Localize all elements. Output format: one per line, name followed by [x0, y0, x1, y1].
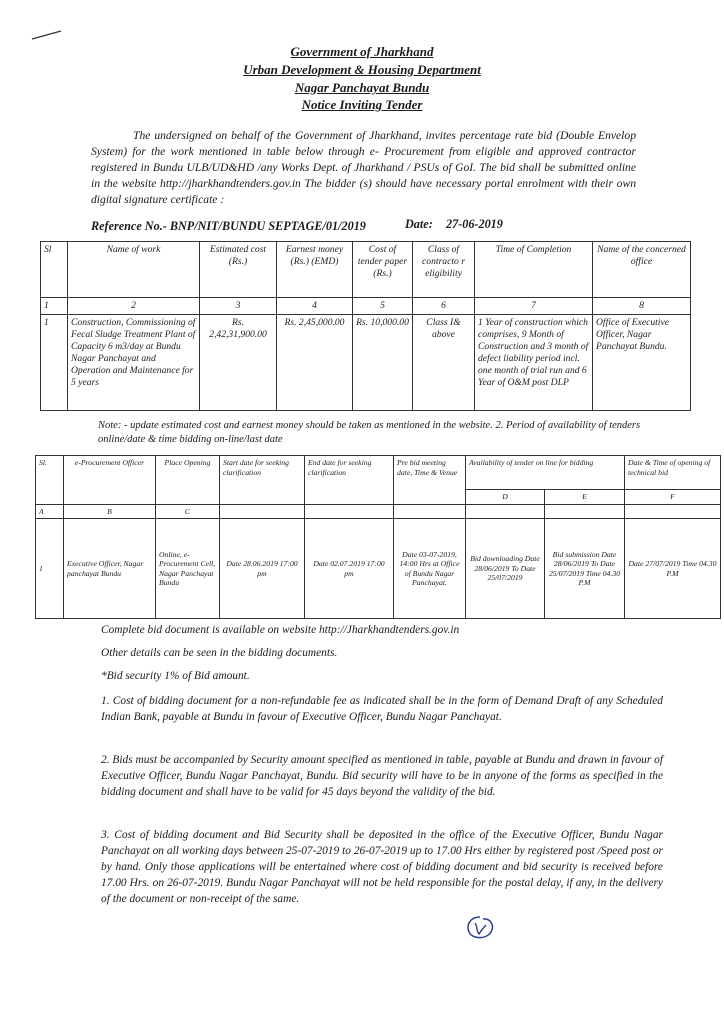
bid-security-line: *Bid security 1% of Bid amount. — [101, 670, 250, 682]
row-estimated-cost: Rs. 2,42,31,900.00 — [200, 315, 277, 411]
header-time-of-completion: Time of Completion — [475, 242, 593, 298]
row-sl: 1 — [41, 315, 68, 411]
complete-bid-line: Complete bid document is available on website http://Jharkhandtenders.gov.in — [101, 624, 460, 636]
col-number: 2 — [68, 298, 200, 315]
row-place-opening: Online, e-Procurement Cell, Nagar Panchayat Bundu — [156, 519, 220, 619]
col-number: 1 — [41, 298, 68, 315]
reference-number: Reference No.- BNP/NIT/BUNDU SEPTAGE/01/2019 — [91, 219, 366, 233]
other-details-line: Other details can be seen in the bidding documents. — [101, 647, 338, 659]
row-bid-downloading: Bid downloading Date 28/06/2019 To Date 25/07/2019 — [466, 519, 545, 619]
header-eprocurement-officer: e-Procurement Officer — [64, 456, 156, 505]
header-sl: Sl. — [36, 456, 64, 505]
clause-2: 2. Bids must be accompanied by Security amount specified as mentioned in table, payable at Bundu and drawn in favour of Executive Officer, Bundu Nagar Panchayat, Bundu. Bid security will have to be in anyone of the forms as specified in the bidding document and shall have to be valid for 45 days beyond the validity of the bid. — [101, 754, 663, 798]
office-heading: Nagar Panchayat Bundu — [294, 80, 430, 95]
col-number: 3 — [200, 298, 277, 315]
clause-1: 1. Cost of bidding document for a non-refundable fee as indicated shall be in the form of Demand Draft of any Scheduled Indian Bank, payable at Bundu in favour of Executive Officer, Bundu Nagar Panchayat. — [101, 695, 663, 723]
col-number: 8 — [593, 298, 691, 315]
reference-date: 27-06-2019 — [446, 217, 503, 231]
notice-title: Notice Inviting Tender — [301, 97, 423, 112]
note-text: Note: - update estimated cost and earnest money should be taken as mentioned in the website. 2. Period of availability of tenders online/date & time bidding on-line/last date — [98, 420, 641, 445]
table-row — [41, 315, 691, 411]
row-earnest-money: Rs. 2,45,000.00 — [277, 315, 353, 411]
signature-initial-mark — [462, 913, 498, 943]
tender-work-table — [40, 241, 691, 411]
row-prebid-meeting: Date 03-07-2019, 14:00 Hrs at Office of Bundu Nagar Panchayat. — [394, 519, 466, 619]
header-end-date: End date for seeking clarification — [305, 456, 394, 505]
col-letter: F — [625, 490, 721, 505]
header-name-of-work: Name of work — [68, 242, 200, 298]
col-number: 5 — [353, 298, 413, 315]
row-bid-submission: Bid submission Date 28/06/2019 To Date 25/07/2019 Time 04.30 P.M — [545, 519, 625, 619]
col-number: 4 — [277, 298, 353, 315]
header-estimated-cost: Estimated cost (Rs.) — [200, 242, 277, 298]
col-letter: D — [466, 490, 545, 505]
pen-stroke-mark — [30, 28, 64, 42]
row-start-date: Date 28.06.2019 17:00 pm — [220, 519, 305, 619]
row-class-eligibility: Class I& above — [413, 315, 475, 411]
reference-date-label: Date: — [405, 217, 433, 231]
row-time-of-completion: 1 Year of construction which comprises, 9 Month of Construction and 3 month of defect liability period incl. one month of trial run and 6 Year of O&M post DLP — [475, 315, 593, 411]
header-prebid-meeting: Pre bid meeting date, Time & Venue — [394, 456, 466, 505]
col-letter: B — [64, 504, 156, 519]
row-concerned-office: Office of Executive Officer, Nagar Panchayat Bundu. — [593, 315, 691, 411]
header-concerned-office: Name of the concerned office — [593, 242, 691, 298]
col-letter: A — [36, 504, 64, 519]
row-eprocurement-officer: Executive Officer, Nagar panchayat Bundu — [64, 519, 156, 619]
table-header-row — [41, 242, 691, 298]
department-heading: Urban Development & Housing Department — [243, 62, 481, 77]
header-class-eligibility: Class of contracto r eligibility — [413, 242, 475, 298]
header-place-opening: Place Opening — [156, 456, 220, 505]
schedule-header-row — [36, 456, 721, 490]
col-number: 6 — [413, 298, 475, 315]
row-name-of-work: Construction, Commissioning of Fecal Sludge Treatment Plant of Capacity 6 m3/day at Bundu Nagar Panchayat and Operation and Maintenance for 5 years — [68, 315, 200, 411]
tender-schedule-table — [35, 455, 721, 619]
header-earnest-money: Earnest money (Rs.) (EMD) — [277, 242, 353, 298]
header-sl: Sl — [41, 242, 68, 298]
header-availability: Availability of tender on line for bidding — [466, 456, 625, 490]
row-end-date: Date 02.07.2019 17:00 pm — [305, 519, 394, 619]
col-letter: C — [156, 504, 220, 519]
col-letter: E — [545, 490, 625, 505]
government-heading: Government of Jharkhand — [290, 44, 434, 59]
column-letter-row — [36, 504, 721, 519]
header-tender-paper-cost: Cost of tender paper (Rs.) — [353, 242, 413, 298]
row-technical-bid-opening: Date 27/07/2019 Time 04.30 P.M — [625, 519, 721, 619]
column-number-row — [41, 298, 691, 315]
row-sl: 1 — [36, 519, 64, 619]
intro-paragraph: The undersigned on behalf of the Government of Jharkhand, invites percentage rate bid (Double Envelop System) for the work mentioned in table below through e- Procurement from eligible and approved contractor registered in Bundu ULB/UD&HD /any Works Dept. of Jharkhand / PSUs of GoI. The bid shall be submitted online in the website http://jharkhandtenders.gov.in The bidder (s) should have necessary portal enrolment with their own digital signature certificate : — [91, 129, 636, 206]
header-start-date: Start date for seeking clarification — [220, 456, 305, 505]
row-tender-paper-cost: Rs. 10,000.00 — [353, 315, 413, 411]
col-number: 7 — [475, 298, 593, 315]
clause-3: 3. Cost of bidding document and Bid Security shall be deposited in the office of the Executive Officer, Bundu Nagar Panchayat on all working days between 25-07-2019 to 26-07-2019 up to 17.00 Hrs either by registered post /Speed post or by hand. Only those applications will be entertained where cost of bidding document and bid security is received before 17.00 Hrs. on 26-07-2019. Bundu Nagar Panchayat will not be held responsible for the postal delay, if any, in the delivery of the document or non-receipt of the same. — [101, 829, 663, 905]
table-row — [36, 519, 721, 619]
header-technical-bid-opening: Date & Time of opening of technical bid — [625, 456, 721, 490]
